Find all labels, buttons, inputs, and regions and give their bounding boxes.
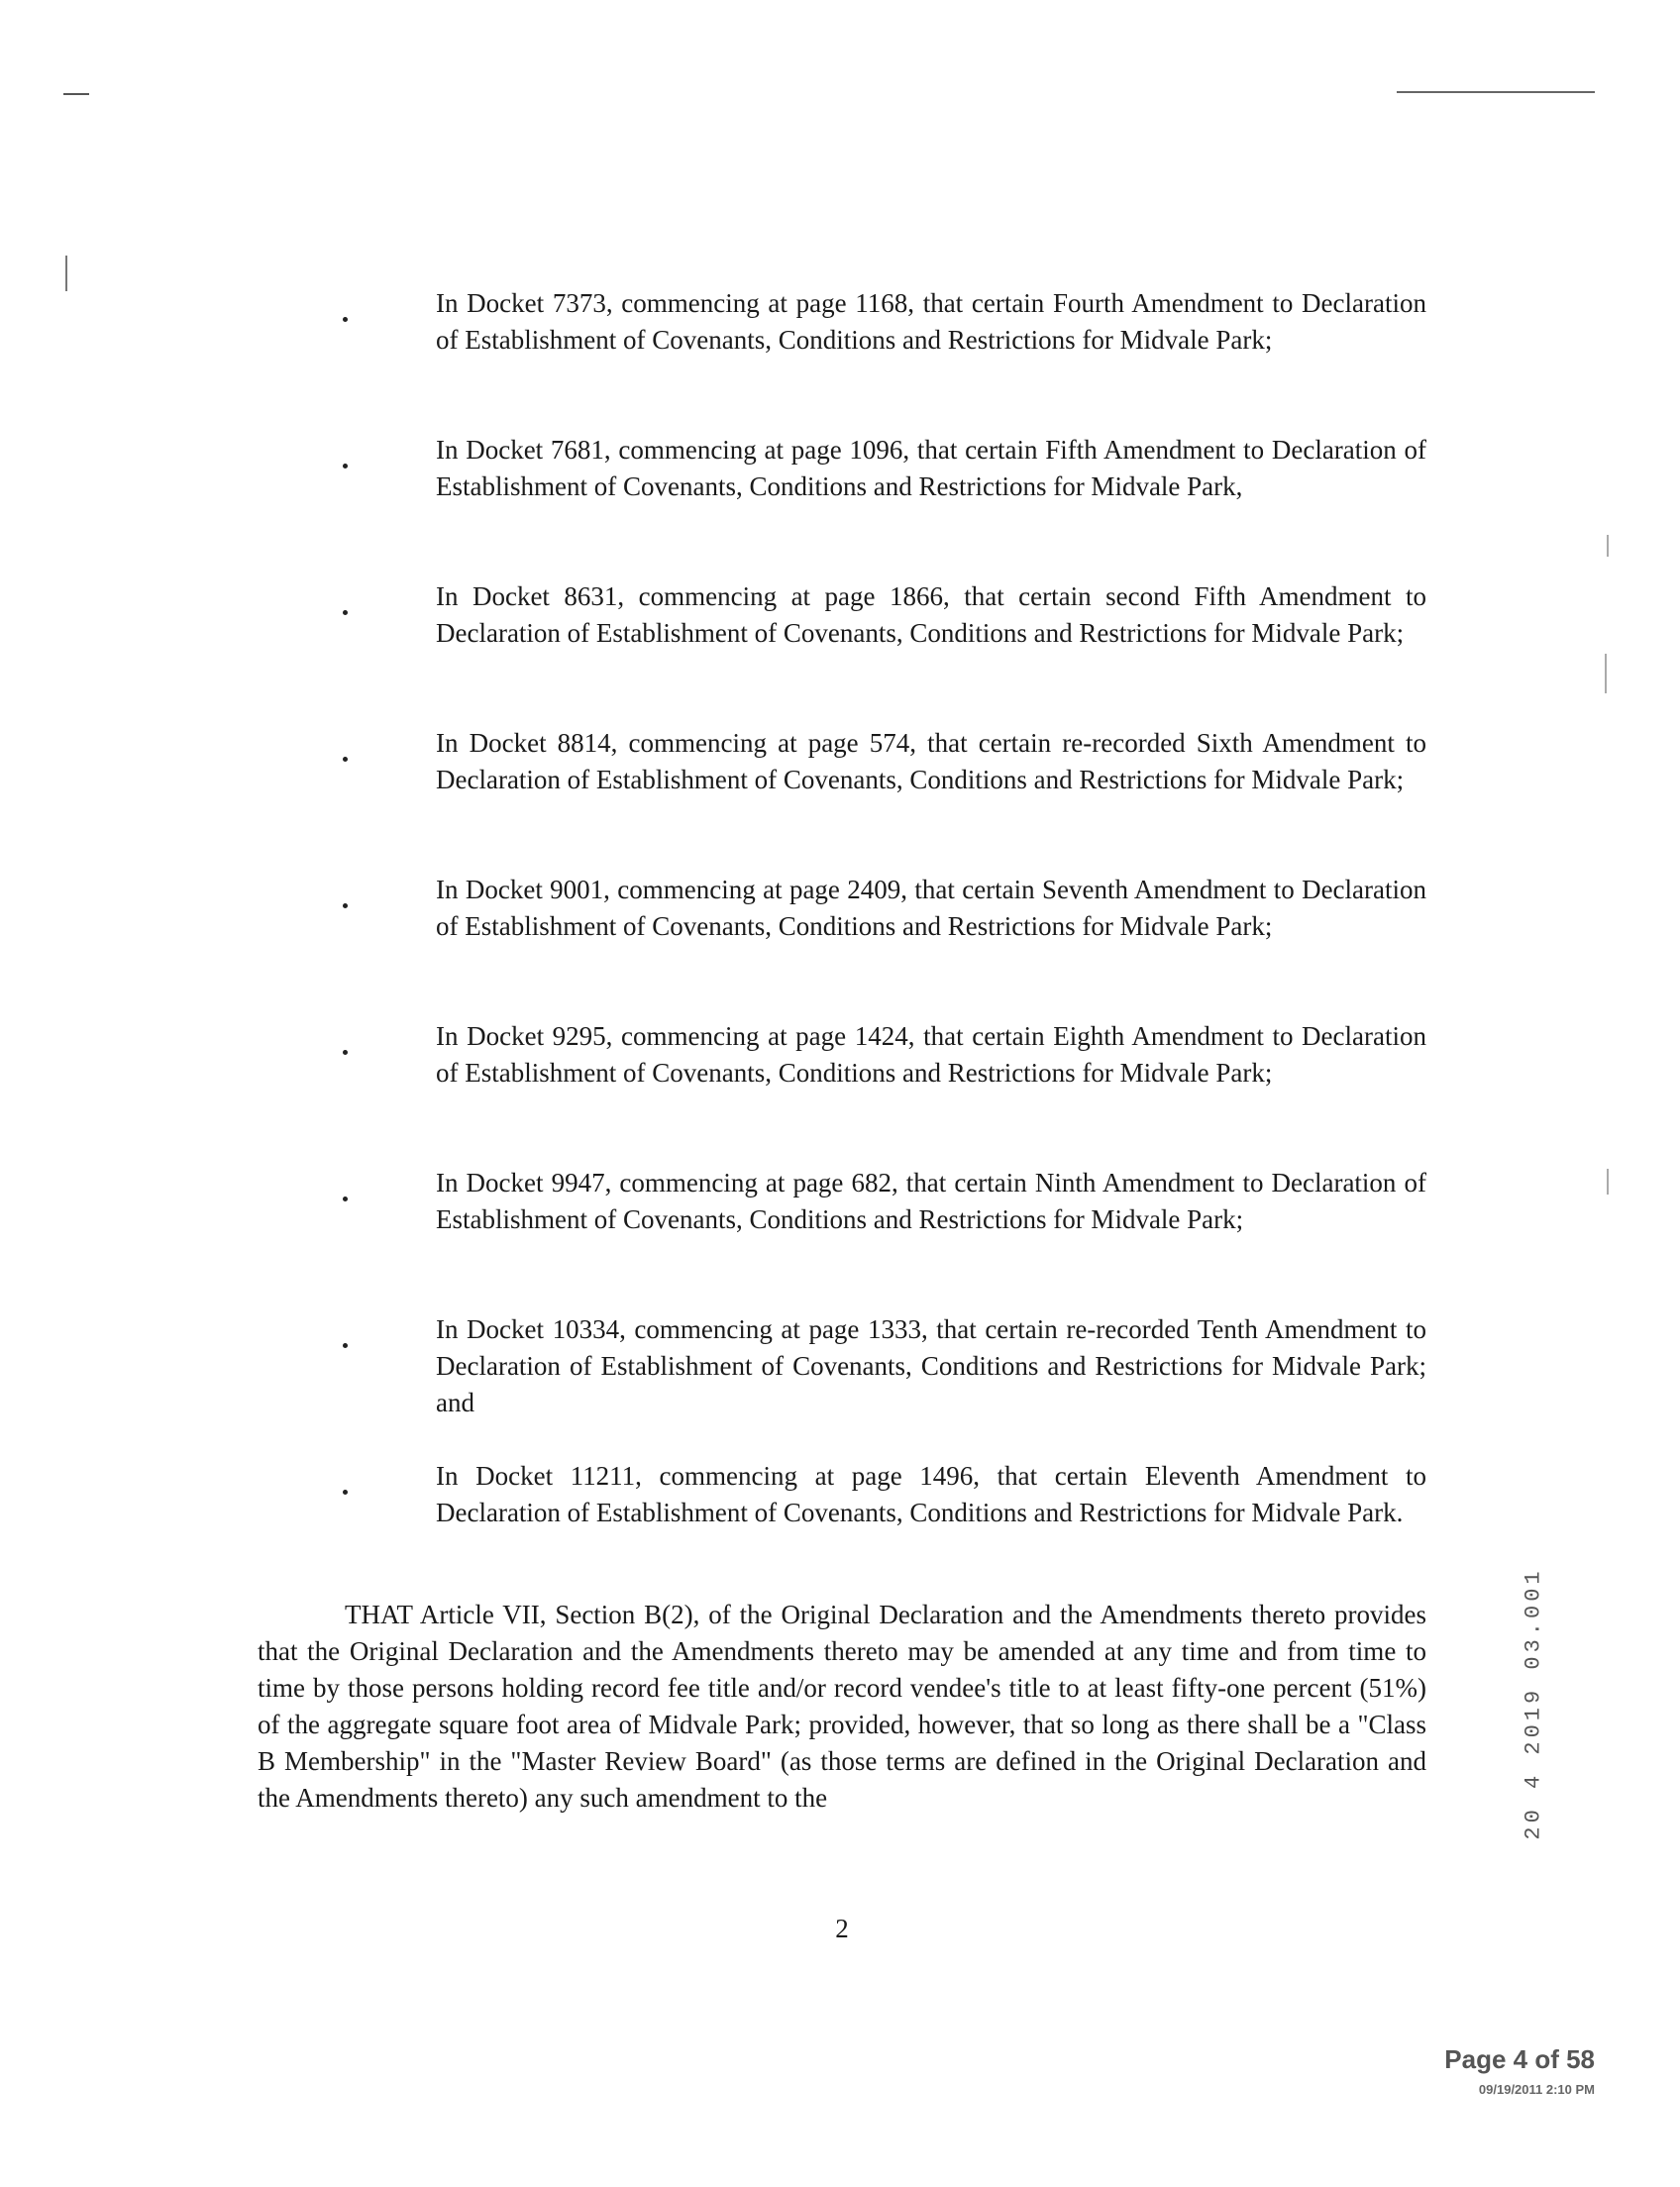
- top-right-rule: [1397, 91, 1595, 93]
- list-item-text: In Docket 11211, commencing at page 1496, that certain Eleventh Amendment to Declaration of Establishment of Covenants, Conditions and Restrictions for Midvale Park.: [436, 1461, 1426, 1527]
- page-number: 2: [835, 1914, 849, 1943]
- list-item-text: In Docket 10334, commencing at page 1333, that certain re-recorded Tenth Amendment to Declaration of Establishment of Covenants, Conditions and Restrictions for Midvale Park; and: [436, 1314, 1426, 1417]
- list-item: [337, 1311, 1426, 1458]
- amendment-list: [337, 285, 1426, 1605]
- body-paragraph: THAT Article VII, Section B(2), of the Original Declaration and the Amendments thereto provides that the Original Declaration and the Amendments thereto may be amended at any time and from time to time by those persons holding record fee title and/or record vendee's title to at least fifty-one percent (51%) of the aggregate square foot area of Midvale Park; provided, however, that so long as there shall be a "Class B Membership" in the "Master Review Board" (as those terms are defined in the Original Declaration and the Amendments thereto) any such amendment to the: [258, 1600, 1426, 1813]
- list-item-text: In Docket 9001, commencing at page 2409, that certain Seventh Amendment to Declaration of Establishment of Covenants, Conditions and Restrictions for Midvale Park;: [436, 875, 1426, 941]
- bullet: [343, 1343, 348, 1348]
- list-item-text: In Docket 9295, commencing at page 1424, that certain Eighth Amendment to Declaration of Establishment of Covenants, Conditions and Restrictions for Midvale Park;: [436, 1021, 1426, 1088]
- bullet: [343, 610, 348, 615]
- page-count: Page 4 of 58: [1444, 2044, 1595, 2074]
- print-timestamp: 09/19/2011 2:10 PM: [1478, 2082, 1595, 2097]
- list-item-text: In Docket 8631, commencing at page 1866, that certain second Fifth Amendment to Declaration of Establishment of Covenants, Conditions and Restrictions for Midvale Park;: [436, 581, 1426, 648]
- bullet: [343, 1050, 348, 1055]
- bullet: [343, 1490, 348, 1495]
- list-item-text: In Docket 7681, commencing at page 1096, that certain Fifth Amendment to Declaration of Establishment of Covenants, Conditions and Restrictions for Midvale Park,: [436, 435, 1426, 501]
- list-item-text: In Docket 9947, commencing at page 682, that certain Ninth Amendment to Declaration of Establishment of Covenants, Conditions and Restrictions for Midvale Park;: [436, 1168, 1426, 1234]
- bullet: [343, 903, 348, 908]
- list-item: [337, 578, 1426, 725]
- list-item: [337, 872, 1426, 1018]
- list-item: [337, 285, 1426, 432]
- scan-speck: [1605, 654, 1607, 693]
- bullet: [343, 757, 348, 762]
- list-item: [337, 1018, 1426, 1165]
- list-item: [337, 725, 1426, 872]
- list-item-text: In Docket 7373, commencing at page 1168, that certain Fourth Amendment to Declaration of Establishment of Covenants, Conditions and Restrictions for Midvale Park;: [436, 288, 1426, 355]
- scan-speck: [1607, 1169, 1609, 1195]
- list-item: [337, 432, 1426, 578]
- top-left-rule: [63, 93, 89, 95]
- bullet: [343, 317, 348, 322]
- bullet: [343, 464, 348, 469]
- bullet: [343, 1197, 348, 1201]
- scan-speck: [1607, 535, 1609, 557]
- list-item-text: In Docket 8814, commencing at page 574, that certain re-recorded Sixth Amendment to Declaration of Establishment of Covenants, Conditions and Restrictions for Midvale Park;: [436, 728, 1426, 794]
- margin-stamp: [1514, 1545, 1553, 1862]
- list-item: [337, 1165, 1426, 1311]
- margin-stamp-text: 20 4 2019 03.001: [1521, 1567, 1546, 1840]
- margin-mark: [65, 256, 67, 291]
- list-item: [337, 1458, 1426, 1605]
